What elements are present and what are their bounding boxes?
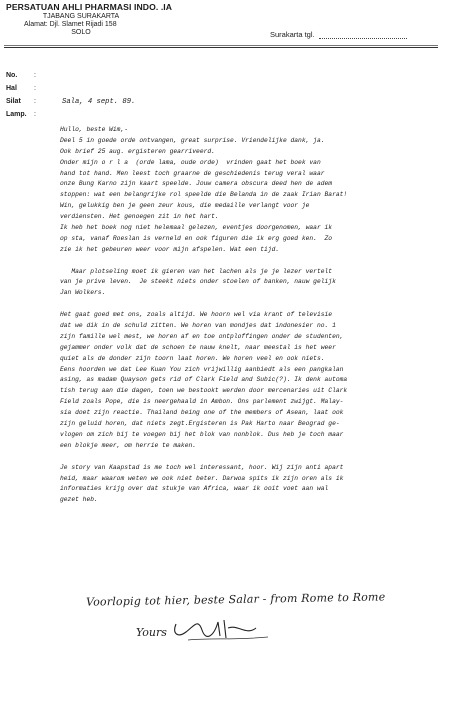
letter-line — [60, 452, 444, 463]
branch-name: TJABANG SURAKARTA — [42, 13, 120, 20]
letter-line: Het gaat goed met ons, zoals altijd. We hoorn wel via krant of televisie — [60, 311, 333, 319]
date-line — [319, 38, 407, 39]
letter-line: informaties krijg over dat stukje van Africa, waar ik ooit voet aan wal — [60, 485, 329, 493]
letter-line: stoppen: wat een belangrijke rol speelde die Belanda in de zaak Irian Barat! — [60, 191, 348, 199]
letter-line: dat we dik in de schuld zitten. We horen van mondjes dat indonesier no. 1 — [60, 322, 336, 330]
signature-yours: Yours — [136, 626, 167, 639]
letter-line: zie ik het gebeuren weer voor mijn afspelen. Wat een tijd. — [60, 245, 280, 253]
handwritten-closing: Voorlopig tot hier, beste Salar - from Rome to Rome — [85, 590, 386, 609]
letter-line: sia doet zijn reactie. Thailand being one of the members of Asean, laat ook — [60, 409, 344, 417]
letter-line: gezet heb. — [60, 496, 98, 504]
letter-line: verdiensten. Het genoegen zit in het hart. — [60, 213, 219, 221]
letter-line: Hullo, beste Wim,- — [60, 126, 129, 133]
date-label: Surakarta tgl. — [270, 30, 315, 39]
letter-line: gejammer onder volk dat de schoen te nauw knelt, naar meestal is het weer — [60, 343, 336, 351]
letter-line: asing, as madam Quayson gets rid of Clark Field and Subic(?). Ik denk automa — [60, 376, 348, 384]
letter-line: een blokje meer, om herrie te maken. — [60, 441, 197, 449]
field-row: Hal : — [6, 85, 46, 98]
letterhead — [6, 2, 172, 36]
letter-line: Win, gelukkig ben je geen zeur kous, die medaille verlangt voor je — [60, 202, 310, 210]
letterhead-rule-thin — [4, 45, 438, 46]
date-field — [270, 30, 407, 39]
letter-line: Ik heb het boek nog niet helemaal gelezen, eventjes doorgenomen, waar ik — [60, 224, 333, 232]
letter-line: Jan Wolkers. — [60, 289, 106, 297]
letter-line: hand tot hand. Men leest toch graarne de geschiedenis terug veral waar — [60, 169, 325, 177]
letter-line: Ook brief 25 aug. ergisteren gearriveerd. — [60, 147, 215, 155]
field-row: Lamp. : — [6, 111, 46, 124]
signature-stroke — [175, 620, 256, 638]
letter-line: Je story van Kaapstad is me toch wel interessant, hoor. Wij zijn anti apart — [60, 463, 344, 471]
letter-line: zijn geluid horen, dat niets zegt.Ergisteren is Pak Harto naar Beograd ge- — [60, 420, 340, 428]
city: SOLO — [71, 29, 91, 36]
letter-line — [60, 256, 444, 267]
letter-line: Field zoals Pope, die is neergehaald in Ambon. Ons parlement zwijgt. Malay- — [60, 398, 344, 406]
field-key: Silat — [6, 98, 21, 105]
field-key: No. — [6, 72, 18, 79]
letter-date: Sala, 4 sept. 89. — [62, 98, 136, 106]
letter-line: van je prive leven. Je steekt niets onder stoelen of banken, nauw gelijk — [60, 278, 336, 286]
letter-line: tish terug aan die dagen, toen we bestookt werden door mercenaries uit Clark — [60, 387, 348, 395]
letter-line: Maar plotseling moet ik gieren van het lachen als je je lezer vertelt — [60, 267, 333, 275]
address: Alamat: Djl. Slamet Rijadi 158 — [24, 21, 117, 28]
letter-line: heid, maar waarom weten we ook niet beter. Darwoa spits ik zijn oren als ik — [60, 474, 344, 482]
organization-name: PERSATUAN AHLI PHARMASI INDO. .IA — [6, 2, 173, 12]
letter-body — [60, 99, 444, 506]
letterhead-rule — [4, 47, 438, 48]
reference-fields — [6, 72, 46, 124]
letter-line: Deel 5 in goede orde ontvangen, great surprise. Vriendelijke dank, ja. — [60, 136, 325, 144]
letter-lines — [60, 125, 444, 506]
field-key: Hal — [6, 85, 17, 92]
signature — [128, 610, 278, 644]
field-row: No. : — [6, 72, 46, 85]
letter-line: zijn famille wel mest, we horen af en toe ontploffingen onder de studenten, — [60, 332, 344, 340]
field-key: Lamp. — [6, 111, 27, 118]
letter-line: vlogen om zich bij te voegen bij het blok van nonblok. Dus heb je toch maar — [60, 430, 344, 438]
letter-line: Eens hoorden we dat Lee Kuan You zich vrijwillig aanbiedt als een pangkalan — [60, 365, 344, 373]
field-row: Silat : — [6, 98, 46, 111]
letter-line: onze Bung Karno zijn kaart speelde. Jouw camera obscura deed hen de adem — [60, 180, 333, 188]
signature-underline — [188, 637, 268, 640]
letter-line — [60, 299, 444, 310]
letter-line: op sta, vanaf Roeslan is verneld en ook figuren die ik erg goed ken. Zo — [60, 234, 333, 242]
letter-line: Onder mijn o r l a (orde lama, oude orde) vrinden gaat het boek van — [60, 158, 321, 166]
letter-line: quiet als de donder zijn toorn laat horen. We horen veel en ook niets. — [60, 354, 325, 362]
